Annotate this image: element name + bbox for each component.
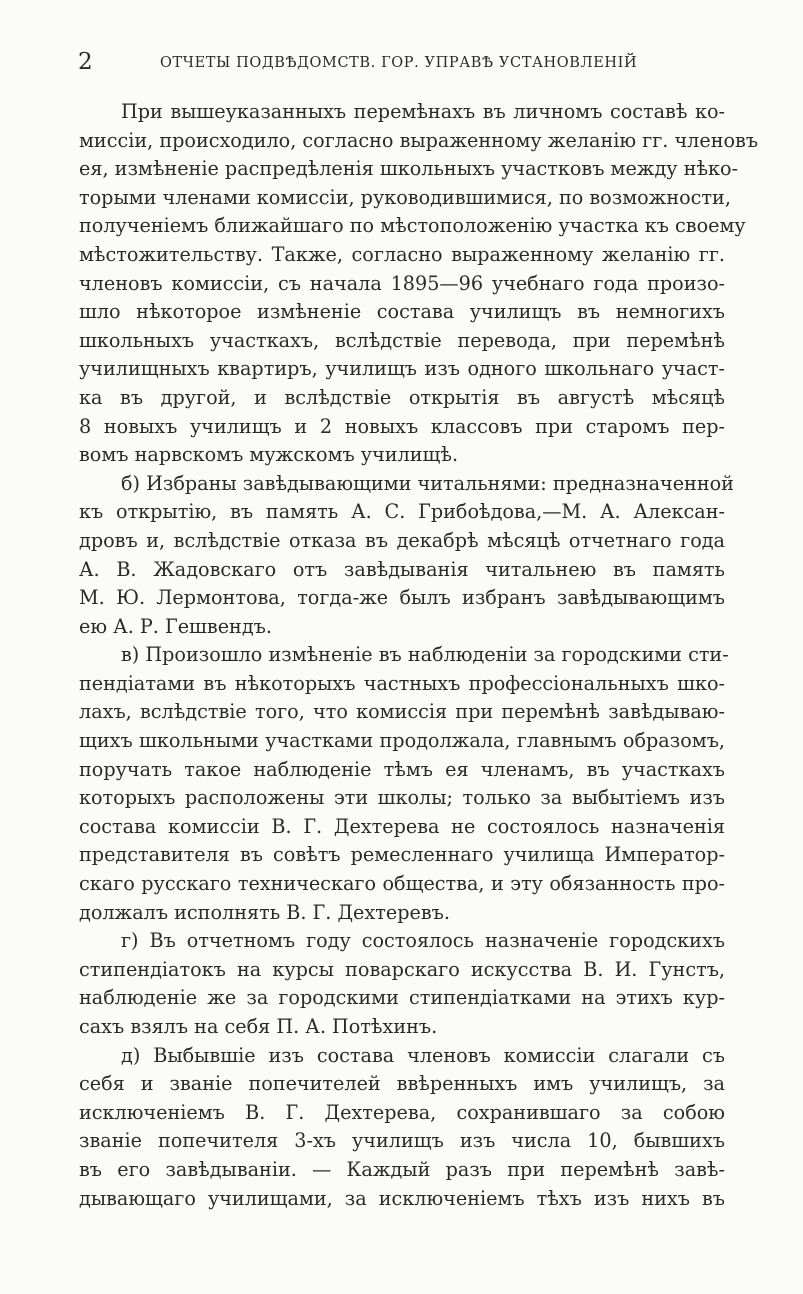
text-line: лахъ, вслѣдствіе того, что комиссія при перемѣнѣ завѣдываю- bbox=[79, 700, 725, 724]
text-line: 8 новыхъ училищъ и 2 новыхъ классовъ при старомъ пер- bbox=[79, 414, 725, 438]
text-line: стипендіатокъ на курсы поварскаго искусства В. И. Гунстъ, bbox=[79, 957, 725, 981]
text-line: щихъ школьными участками продолжала, главнымъ образомъ, bbox=[79, 729, 725, 753]
text-line: в) Произошло измѣненіе въ наблюденіи за городскими сти- bbox=[121, 643, 729, 667]
text-line: въ его завѣдываніи. — Каждый разъ при перемѣнѣ завѣ- bbox=[79, 1157, 725, 1181]
text-line: ею А. Р. Гешвендъ. bbox=[79, 614, 272, 638]
text-line: должалъ исполнять В. Г. Дехтеревъ. bbox=[79, 900, 450, 924]
text-line: себя и званіе попечителей ввѣренныхъ имъ училищъ, за bbox=[79, 1072, 725, 1096]
text-line: членовъ комиссіи, съ начала 1895—96 учебнаго года произо- bbox=[79, 271, 725, 295]
text-line: мѣстожительству. Также, согласно выраженному желанію гг. bbox=[79, 242, 725, 266]
text-line: торыми членами комиссіи, руководившимися, по возможности, bbox=[79, 185, 731, 209]
text-line: г) Въ отчетномъ году состоялось назначеніе городскихъ bbox=[121, 929, 725, 953]
text-line: При вышеуказанныхъ перемѣнахъ въ личномъ составѣ ко- bbox=[121, 100, 725, 123]
text-line: званіе попечителя 3-хъ училищъ изъ числа 10, бывшихъ bbox=[79, 1129, 725, 1153]
text-line: ка въ другой, и вслѣдствіе открытія въ августѣ мѣсяцѣ bbox=[79, 385, 725, 409]
text-line: школьныхъ участкахъ, вслѣдствіе перевода, при перемѣнѣ bbox=[79, 328, 725, 352]
text-line: шло нѣкоторое измѣненіе состава училищъ въ немногихъ bbox=[79, 300, 725, 324]
text-line: дровъ и, вслѣдствіе отказа въ декабрѣ мѣсяцѣ отчетнаго года bbox=[79, 528, 725, 552]
text-line: б) Избраны завѣдывающими читальнями: предназначенной bbox=[121, 471, 734, 495]
text-line: которыхъ расположены эти школы; только за выбытіемъ изъ bbox=[79, 786, 725, 810]
body-text bbox=[79, 98, 759, 1213]
text-line: состава комиссіи В. Г. Дехтерева не состоялось назначенія bbox=[79, 814, 725, 838]
text-line: сахъ взялъ на себя П. А. Потѣхинъ. bbox=[79, 1015, 438, 1038]
text-line: миссіи, происходило, согласно выраженному желанію гг. членовъ bbox=[79, 128, 759, 152]
text-line: А. В. Жадовскаго отъ завѣдыванія читальнею въ память bbox=[79, 557, 725, 581]
page-header bbox=[78, 48, 726, 76]
text-line: полученіемъ ближайшаго по мѣстоположенію участка къ своему bbox=[79, 214, 746, 238]
text-line: училищныхъ квартиръ, училищъ изъ одного школьнаго участ- bbox=[79, 357, 725, 381]
text-line: М. Ю. Лермонтова, тогда-же былъ избранъ завѣдывающимъ bbox=[79, 586, 725, 610]
text-line: наблюденіе же за городскими стипендіатками на этихъ кур- bbox=[79, 986, 725, 1010]
text-line: представителя въ совѣтъ ремесленнаго училища Император- bbox=[79, 843, 725, 867]
text-line: пендіатами въ нѣкоторыхъ частныхъ профессіональныхъ шко- bbox=[79, 671, 725, 695]
text-line: дывающаго училищами, за исключеніемъ тѣхъ изъ нихъ въ bbox=[79, 1186, 725, 1210]
text-line: д) Выбывшіе изъ состава членовъ комиссіи слагали съ bbox=[121, 1043, 725, 1067]
page-number: 2 bbox=[78, 49, 93, 75]
text-line: ея, измѣненіе распредѣленія школьныхъ участковъ между нѣко- bbox=[79, 157, 739, 181]
running-head: ОТЧЕТЫ ПОДВѢДОМСТВ. ГОР. УПРАВѢ УСТАНОВЛЕНІЙ bbox=[160, 55, 638, 71]
text-line: исключеніемъ В. Г. Дехтерева, сохранившаго за собою bbox=[79, 1100, 725, 1124]
text-line: поручать такое наблюденіе тѣмъ ея членамъ, въ участкахъ bbox=[79, 757, 725, 781]
text-line: къ открытію, въ память А. С. Грибоѣдова,—М. А. Алексан- bbox=[79, 500, 725, 524]
text-line: вомъ нарвскомъ мужскомъ училищѣ. bbox=[79, 443, 459, 467]
text-line: скаго русскаго техническаго общества, и эту обязанность про- bbox=[79, 872, 725, 896]
